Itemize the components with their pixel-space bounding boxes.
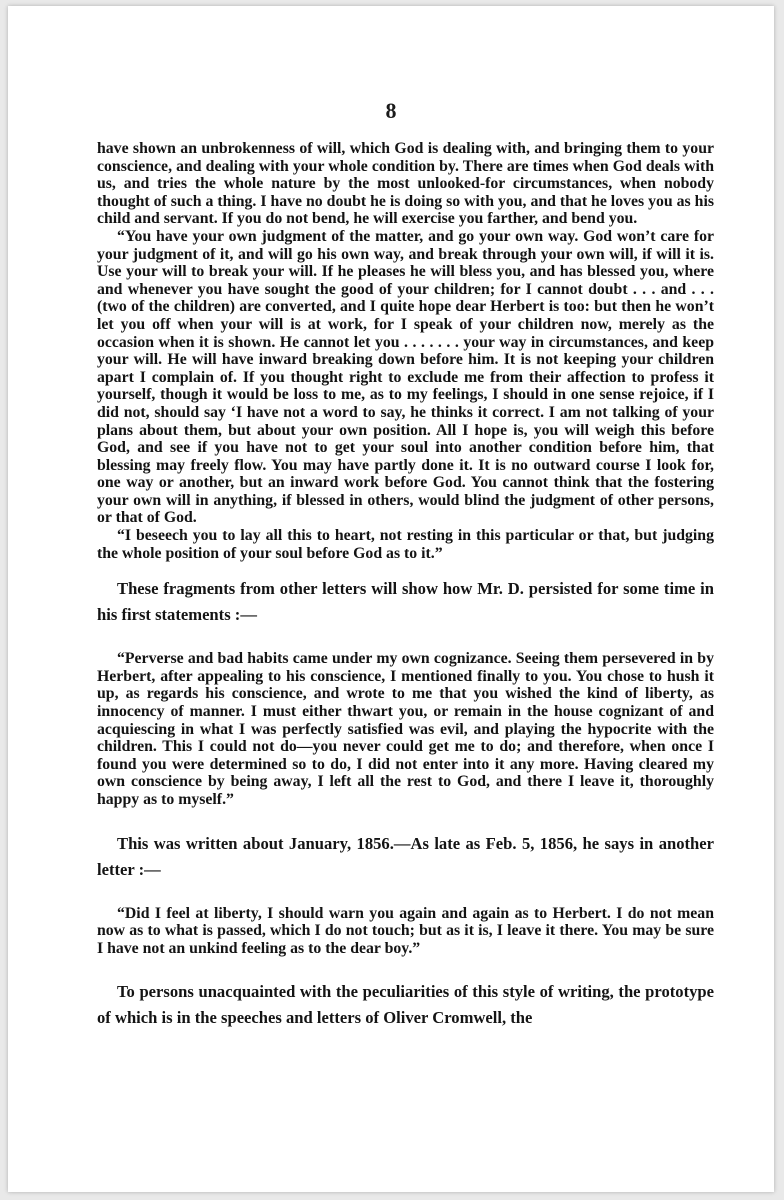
paragraph-6: This was written about January, 1856.—As late as Feb. 5, 1856, he says in another letter :— xyxy=(97,833,714,879)
page-number: 8 xyxy=(385,98,397,123)
page-body xyxy=(97,140,714,1031)
paragraph-4: These fragments from other letters will show how Mr. D. persisted for some time in his first statements :— xyxy=(97,579,714,625)
paragraph-7: “Did I feel at liberty, I should warn you again and again as to Herbert. I do not mean now as to what is passed, which I do not touch; but as it is, I leave it there. You may be sure I have not an unkind feeling as to the dear boy.” xyxy=(97,904,714,957)
document-page xyxy=(8,6,774,1192)
paragraph-1: have shown an unbrokenness of will, which God is dealing with, and bringing them to your conscience, and dealing with your whole condition by. There are times when God deals with us, and tries the whole nature by the most unlooked-for circumstances, when nobody thought of such a thing. I have no doubt he is doing so with you, and that he loves you as his child and servant. If you do not bend, he will exercise you farther, and bend you. xyxy=(97,140,714,228)
paragraph-3: “I beseech you to lay all this to heart, not resting in this particular or that, but judging the whole position of your soul before God as to it.” xyxy=(97,527,714,562)
paragraph-8: To persons unacquainted with the peculiarities of this style of writing, the prototype of which is in the speeches and letters of Oliver Cromwell, the xyxy=(97,982,714,1028)
paragraph-5: “Perverse and bad habits came under my own cognizance. Seeing them persevered in by Herbert, after appealing to his conscience, I mentioned finally to you. You chose to hush it up, as regards his conscience, and wrote to me that you wished the kind of liberty, as innocency of manner. I must either thwart you, or remain in the house cognizant of and acquiescing in what I was perfectly satisfied was evil, and playing the hypocrite with the children. This I could not do—you never could get me to do; and therefore, when once I found you were determined so to do, I did not enter into it any more. Having cleared my own conscience by being away, I left all the rest to God, and there I leave it, thoroughly happy as to myself.” xyxy=(97,650,714,808)
paragraph-2: “You have your own judgment of the matter, and go your own way. God won’t care for your judgment of it, and will go his own way, and break through your own will, if will it is. Use your will to break your will. If he pleases he will bless you, and has blessed you, where and whenever you have sought the good of your children; for I cannot doubt . . . and . . . (two of the children) are converted, and I quite hope dear Herbert is too: but then he won’t let you off when your will is at work, for I speak of your children now, merely as the occasion when it is shown. He cannot let you . . . . . . . your way in circumstances, and keep your will. He will have inward breaking down before him. It is not keeping your children apart I complain of. If you thought right to exclude me from their affection to profess it yourself, though it would be loss to me, as to my feelings, I should in one sense rejoice, if I did not, should say ‘I have not a word to say, he thinks it correct. I am not talking of your plans about them, but about your own position. All I hope is, you will weigh this before God, and see if you have not to get your soul into another condition before him, that blessing may freely flow. You may have partly done it. It is no outward course I look for, one way or another, but an inward work before God. You cannot think that the fostering your own will in anything, if blessed in others, would blind the judgment of other persons, or that of God. xyxy=(97,227,714,527)
